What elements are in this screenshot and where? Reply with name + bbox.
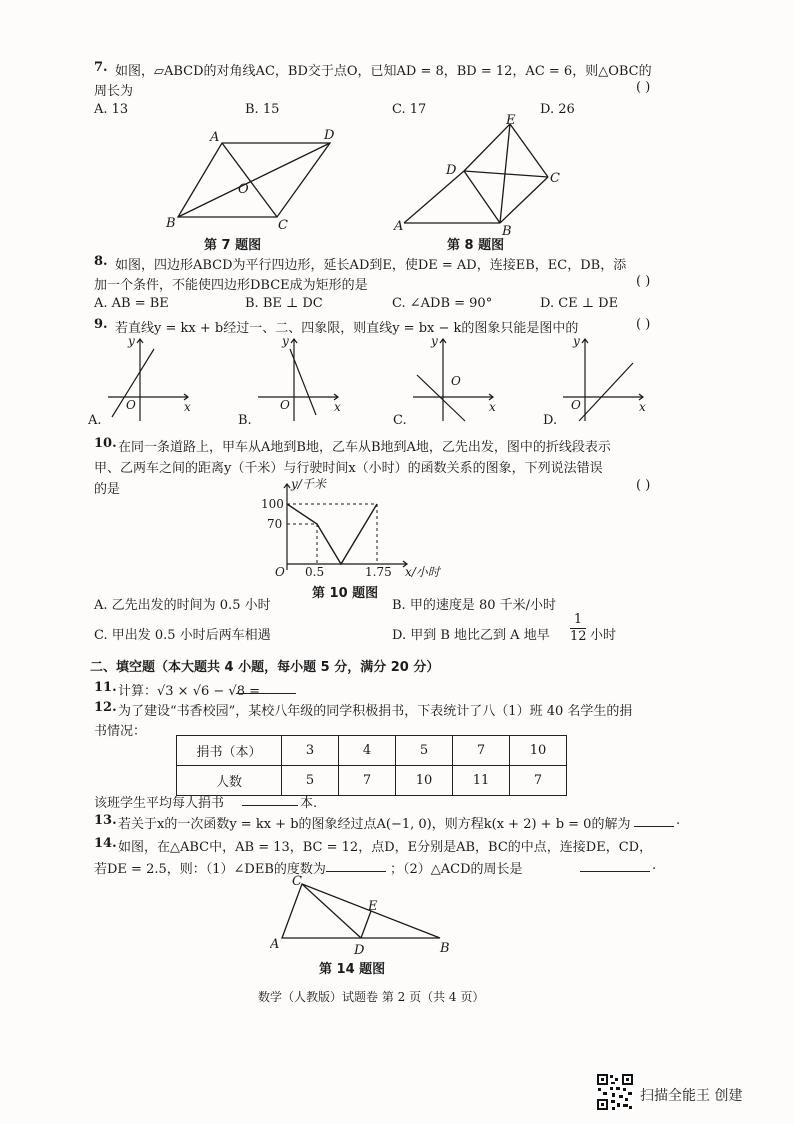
q10-stem-line2: 甲、乙两车之间的距离y（千米）与行驶时间x（小时）的函数关系的图象，下列说法错误 (94, 461, 603, 476)
q9-a-x-label: x (184, 400, 191, 414)
table-cell: 7 (339, 766, 396, 796)
q14-stem-end: . (652, 858, 657, 873)
table-cell: 5 (282, 766, 339, 796)
q9-number: 9. (94, 317, 108, 332)
q10-y-axis-label: y/千米 (291, 478, 326, 491)
q9-graph-c (405, 335, 500, 425)
scanner-watermark: 扫描全能王 创建 (640, 1088, 743, 1104)
table-cell: 7 (510, 766, 567, 796)
q8-option-a: A. AB = BE (94, 296, 169, 311)
q14-stem-line2a: 若DE = 2.5，则：（1）∠DEB的度数为 (94, 862, 326, 877)
q9-b-origin: O (280, 398, 290, 412)
q9-option-b-letter: B. (238, 413, 252, 428)
table-cell: 10 (510, 736, 567, 766)
q11-stem: 计算：√3 × √6 − √8 = (118, 684, 261, 699)
q8-label-a: A (394, 219, 404, 234)
q9-option-c-letter: C. (393, 413, 407, 428)
q9-b-y-label: y (282, 335, 289, 348)
q14-label-b: B (440, 941, 450, 956)
q10-figure-caption: 第 10 题图 (312, 586, 379, 601)
q12-followup-pre: 该班学生平均每人捐书 (94, 796, 225, 811)
q14-label-d: D (354, 943, 365, 958)
q12-book-table (176, 735, 567, 796)
q10-x-tick-0-5: 0.5 (305, 565, 325, 579)
q12-number: 12. (94, 700, 117, 715)
q12-answer-blank (242, 793, 298, 806)
q10-x-axis-label: x/小时 (405, 565, 440, 579)
q8-stem-line2: 加一个条件，不能使四边形DBCE成为矩形的是 (94, 278, 368, 293)
q12-stem-line2: 书情况： (94, 724, 147, 739)
q14-figure-caption: 第 14 题图 (319, 962, 386, 977)
q9-d-origin: O (571, 398, 581, 412)
table-row (177, 736, 567, 766)
q7-number: 7. (94, 60, 108, 75)
table-cell: 7 (453, 736, 510, 766)
q14-answer-blank-2 (580, 859, 650, 872)
q8-label-d: D (446, 163, 457, 178)
q7-parallelogram-figure (160, 125, 360, 235)
q11-number: 11. (94, 680, 117, 695)
q13-stem: 若关于x的一次函数y = kx + b的图象经过点A(−1, 0)，则方程k(x + 2) + b = 0的解为 (118, 817, 631, 832)
q9-answer-paren: ( ) (636, 317, 651, 332)
q7-figure-caption: 第 7 题图 (204, 238, 262, 253)
q10-option-b: B. 甲的速度是 80 千米/小时 (392, 598, 557, 613)
q10-x-tick-1-75: 1.75 (365, 565, 392, 579)
q7-option-a: A. 13 (94, 102, 129, 117)
q8-stem-line1: 如图，四边形ABCD为平行四边形，延长AD到E，使DE = AD，连接EB，EC，DB，添 (115, 258, 627, 273)
q7-stem-line1: 如图，▱ABCD的对角线AC，BD交于点O，已知AD = 8，BD = 12，AC = 6，则△OBC的 (115, 64, 652, 79)
q14-label-c: C (292, 874, 302, 889)
q9-option-d-letter: D. (543, 413, 558, 428)
q8-rectangle-figure (390, 112, 580, 237)
q13-answer-blank (634, 814, 674, 827)
section-2-title: 二、填空题（本大题共 4 小题，每小题 5 分，满分 20 分） (90, 660, 440, 675)
q10-fraction-denominator: 12 (570, 629, 587, 644)
table-cell: 11 (453, 766, 510, 796)
q9-c-origin: O (451, 374, 461, 388)
q9-graph-d (555, 335, 650, 425)
table-cell: 10 (396, 766, 453, 796)
qr-code-icon (596, 1073, 634, 1111)
q8-option-d: D. CE ⊥ DE (540, 296, 619, 311)
q7-label-a: A (210, 130, 220, 145)
q7-option-c: C. 17 (392, 102, 427, 117)
q9-a-origin: O (126, 398, 136, 412)
q10-stem-line3: 的是 (94, 482, 121, 497)
page-footer: 数学（人教版）试题卷 第 2 页（共 4 页） (258, 990, 485, 1004)
table-cell: 3 (282, 736, 339, 766)
q9-stem: 若直线y = kx + b经过一、二、四象限，则直线y = bx − k的图象只能是图中的 (115, 321, 579, 336)
q8-label-e: E (506, 113, 516, 128)
q8-answer-paren: ( ) (636, 274, 651, 289)
q8-option-c: C. ∠ADB = 90° (392, 296, 493, 311)
q10-option-d: D. 甲到 B 地比乙到 A 地早 (392, 628, 550, 643)
q10-distance-time-chart (255, 478, 465, 583)
q10-number: 10. (94, 436, 117, 451)
q7-option-b: B. 15 (245, 102, 280, 117)
table-header-people: 人数 (177, 766, 282, 796)
q11-answer-blank (236, 681, 296, 694)
q8-label-c: C (550, 171, 560, 186)
q10-option-d-fraction (570, 612, 586, 645)
q9-option-a-letter: A. (88, 413, 102, 428)
q12-followup-post: 本. (300, 796, 318, 811)
q9-d-y-label: y (573, 335, 580, 348)
q7-answer-paren: ( ) (636, 80, 651, 95)
q14-stem-line1: 如图，在△ABC中，AB = 13，BC = 12，点D，E分别是AB，BC的中点，连接DE，CD， (118, 840, 653, 855)
q7-stem-line2: 周长为 (94, 84, 134, 99)
q8-label-b: B (502, 224, 512, 237)
q13-end: . (676, 813, 681, 828)
q14-label-e: E (368, 899, 378, 914)
q10-option-d-unit: 小时 (590, 628, 617, 643)
table-cell: 4 (339, 736, 396, 766)
q9-d-x-label: x (639, 400, 646, 414)
q10-stem-line1: 在同一条道路上，甲车从A地到B地，乙车从B地到A地，乙先出发，图中的折线段表示 (118, 440, 611, 455)
q9-graph-a (100, 335, 195, 425)
q10-fraction-numerator: 1 (570, 612, 586, 629)
q14-triangle-figure (270, 872, 460, 960)
q7-option-d: D. 26 (540, 102, 575, 117)
q7-label-d: D (324, 128, 335, 143)
q7-label-c: C (278, 218, 288, 233)
q7-label-o: O (238, 182, 249, 197)
q9-graph-b (250, 335, 345, 425)
q8-option-b: B. BE ⊥ DC (245, 296, 323, 311)
q12-stem-line1: 为了建设“书香校园”，某校八年级的同学积极捐书，下表统计了八（1）班 40 名学生的捐 (118, 704, 633, 719)
q10-y-tick-70: 70 (267, 517, 283, 531)
q14-label-a: A (270, 937, 280, 952)
q14-number: 14. (94, 836, 117, 851)
table-cell: 5 (396, 736, 453, 766)
q10-option-c: C. 甲出发 0.5 小时后两车相遇 (94, 628, 271, 643)
q14-stem-line2b: ；（2）△ACD的周长是 (390, 862, 523, 877)
q10-option-a: A. 乙先出发的时间为 0.5 小时 (94, 598, 271, 613)
q9-a-y-label: y (128, 335, 135, 348)
q14-answer-blank-1 (326, 859, 386, 872)
table-header-books: 捐书（本） (177, 736, 282, 766)
q8-figure-caption: 第 8 题图 (447, 238, 505, 253)
q7-label-b: B (166, 216, 176, 231)
q10-answer-paren: ( ) (636, 478, 651, 493)
q8-number: 8. (94, 254, 108, 269)
q9-c-y-label: y (431, 335, 438, 348)
q9-b-x-label: x (334, 400, 341, 414)
q9-c-x-label: x (489, 400, 496, 414)
q10-origin: O (275, 565, 285, 579)
q10-y-tick-100: 100 (261, 497, 284, 511)
table-row (177, 766, 567, 796)
q13-number: 13. (94, 813, 117, 828)
